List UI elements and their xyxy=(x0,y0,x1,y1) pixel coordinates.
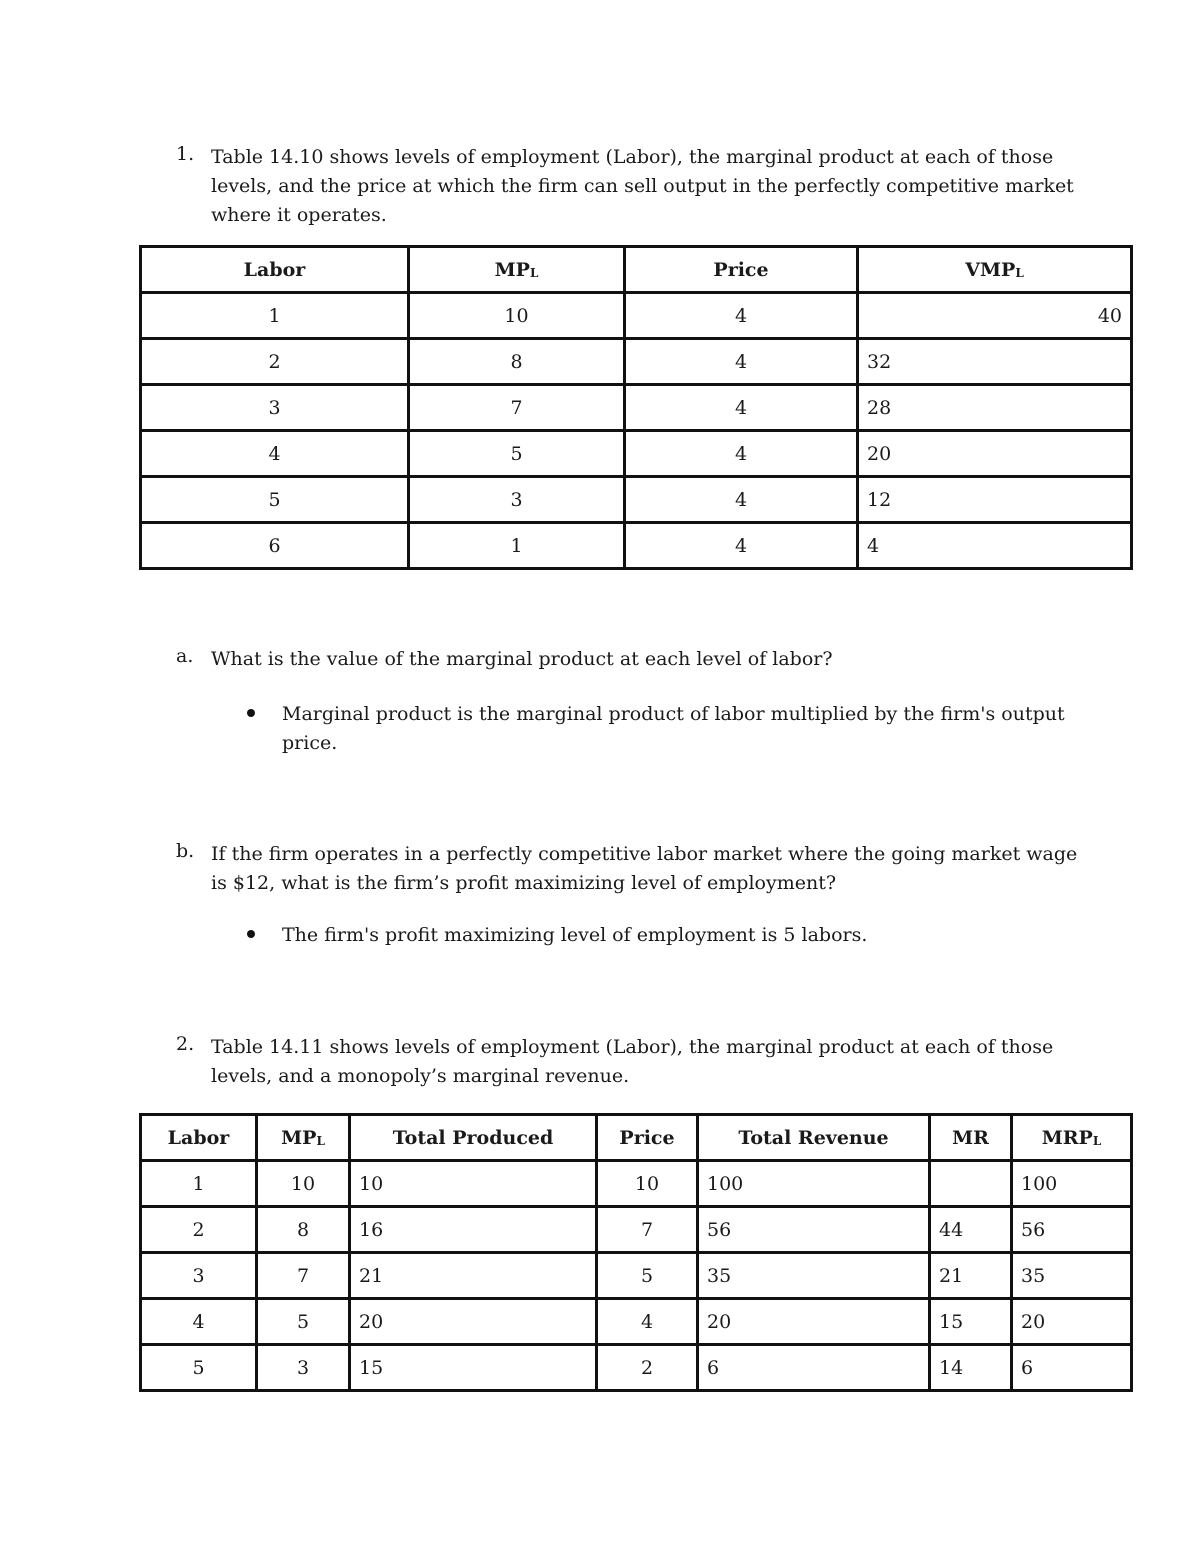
column-header: $MP_L$ xyxy=(257,1115,350,1161)
table-cell: 4 xyxy=(625,431,858,477)
column-header: $MP_L$ xyxy=(409,247,625,293)
table-cell: 4 xyxy=(141,431,409,477)
table-cell: 56 xyxy=(1012,1207,1132,1253)
table-cell: 5 xyxy=(257,1299,350,1345)
table-cell: 5 xyxy=(409,431,625,477)
table-cell: 4 xyxy=(141,1299,257,1345)
table-cell: 2 xyxy=(141,339,409,385)
table-row xyxy=(141,1299,1132,1345)
question-line: where it operates. xyxy=(211,204,387,226)
table-cell: 4 xyxy=(625,339,858,385)
table-cell: 2 xyxy=(141,1207,257,1253)
question-line: If the firm operates in a perfectly competitive labor market where the going market wage xyxy=(211,843,1078,865)
table-cell: 8 xyxy=(409,339,625,385)
table-row xyxy=(141,385,1132,431)
column-header: $VMP_L$ xyxy=(858,247,1132,293)
table-cell: 15 xyxy=(350,1345,597,1391)
table-cell: 56 xyxy=(698,1207,930,1253)
table-cell: 1 xyxy=(141,1161,257,1207)
table-cell: 5 xyxy=(141,1345,257,1391)
table-cell: 35 xyxy=(698,1253,930,1299)
table-cell: 10 xyxy=(257,1161,350,1207)
table-cell: 6 xyxy=(698,1345,930,1391)
answer-text: The firm's profit maximizing level of employment is 5 labors. xyxy=(282,924,868,946)
table-cell xyxy=(930,1161,1012,1207)
table-row xyxy=(141,477,1132,523)
question-line: Table 14.10 shows levels of employment (Labor), the marginal product at each of those xyxy=(211,146,1054,168)
question-text xyxy=(211,1033,1111,1091)
table-cell: 10 xyxy=(409,293,625,339)
part-question xyxy=(211,840,1111,898)
answer-line: Marginal product is the marginal product of labor multiplied by the firm's output xyxy=(282,703,1065,725)
answer-line: price. xyxy=(282,732,338,754)
table-cell: 4 xyxy=(625,293,858,339)
table-cell: 4 xyxy=(625,477,858,523)
table-cell: 7 xyxy=(257,1253,350,1299)
table-row xyxy=(141,293,1132,339)
answer-text xyxy=(282,700,1102,758)
table-cell: 100 xyxy=(698,1161,930,1207)
table-cell: 40 xyxy=(858,293,1132,339)
table-cell: 1 xyxy=(141,293,409,339)
table-cell: 8 xyxy=(257,1207,350,1253)
table-cell: 100 xyxy=(1012,1161,1132,1207)
table-row xyxy=(141,523,1132,569)
question-number: 2. xyxy=(176,1033,195,1055)
table-cell: 5 xyxy=(597,1253,698,1299)
table-cell: 32 xyxy=(858,339,1132,385)
table-cell: 5 xyxy=(141,477,409,523)
table-cell: 10 xyxy=(597,1161,698,1207)
column-header: Labor xyxy=(141,247,409,293)
column-header: Labor xyxy=(141,1115,257,1161)
table-row xyxy=(141,1345,1132,1391)
table-cell: 6 xyxy=(1012,1345,1132,1391)
table-cell: 35 xyxy=(1012,1253,1132,1299)
mrp-table xyxy=(139,1113,1133,1392)
table-cell: 4 xyxy=(625,523,858,569)
table-cell: 4 xyxy=(625,385,858,431)
question-line: levels, and a monopoly’s marginal revenue. xyxy=(211,1065,630,1087)
question-text xyxy=(211,143,1111,230)
part-letter: a. xyxy=(176,645,194,667)
column-header: Price xyxy=(597,1115,698,1161)
column-header: Total Produced xyxy=(350,1115,597,1161)
table-cell: 3 xyxy=(257,1345,350,1391)
question-line: levels, and the price at which the firm can sell output in the perfectly competitive market xyxy=(211,175,1074,197)
question-line: Table 14.11 shows levels of employment (Labor), the marginal product at each of those xyxy=(211,1036,1054,1058)
table-cell: 7 xyxy=(597,1207,698,1253)
table-cell: 7 xyxy=(409,385,625,431)
question-line: is $12, what is the firm’s profit maximizing level of employment? xyxy=(211,872,837,894)
table-header-row xyxy=(141,1115,1132,1161)
table-cell: 6 xyxy=(141,523,409,569)
table-cell: 44 xyxy=(930,1207,1012,1253)
table-row xyxy=(141,431,1132,477)
table-cell: 3 xyxy=(409,477,625,523)
table-cell: 21 xyxy=(350,1253,597,1299)
column-header: $MRP_L$ xyxy=(1012,1115,1132,1161)
table-cell: 20 xyxy=(858,431,1132,477)
column-header: Price xyxy=(625,247,858,293)
table-cell: 12 xyxy=(858,477,1132,523)
table-row xyxy=(141,1207,1132,1253)
table-cell: 4 xyxy=(858,523,1132,569)
question-number: 1. xyxy=(176,143,195,165)
table-cell: 15 xyxy=(930,1299,1012,1345)
table-cell: 21 xyxy=(930,1253,1012,1299)
vmp-table xyxy=(139,245,1133,570)
table-cell: 20 xyxy=(1012,1299,1132,1345)
table-cell: 3 xyxy=(141,385,409,431)
table-cell: 16 xyxy=(350,1207,597,1253)
table-cell: 14 xyxy=(930,1345,1012,1391)
part-letter: b. xyxy=(176,840,195,862)
table-row xyxy=(141,1253,1132,1299)
bullet-icon xyxy=(247,709,255,717)
table-cell: 4 xyxy=(597,1299,698,1345)
table-cell: 1 xyxy=(409,523,625,569)
part-question: What is the value of the marginal product at each level of labor? xyxy=(211,648,833,670)
bullet-icon xyxy=(247,930,255,938)
table-cell: 20 xyxy=(698,1299,930,1345)
table-cell: 10 xyxy=(350,1161,597,1207)
table-row xyxy=(141,1161,1132,1207)
table-cell: 3 xyxy=(141,1253,257,1299)
table-cell: 28 xyxy=(858,385,1132,431)
column-header: Total Revenue xyxy=(698,1115,930,1161)
table-cell: 20 xyxy=(350,1299,597,1345)
column-header: MR xyxy=(930,1115,1012,1161)
table-header-row xyxy=(141,247,1132,293)
table-cell: 2 xyxy=(597,1345,698,1391)
table-row xyxy=(141,339,1132,385)
